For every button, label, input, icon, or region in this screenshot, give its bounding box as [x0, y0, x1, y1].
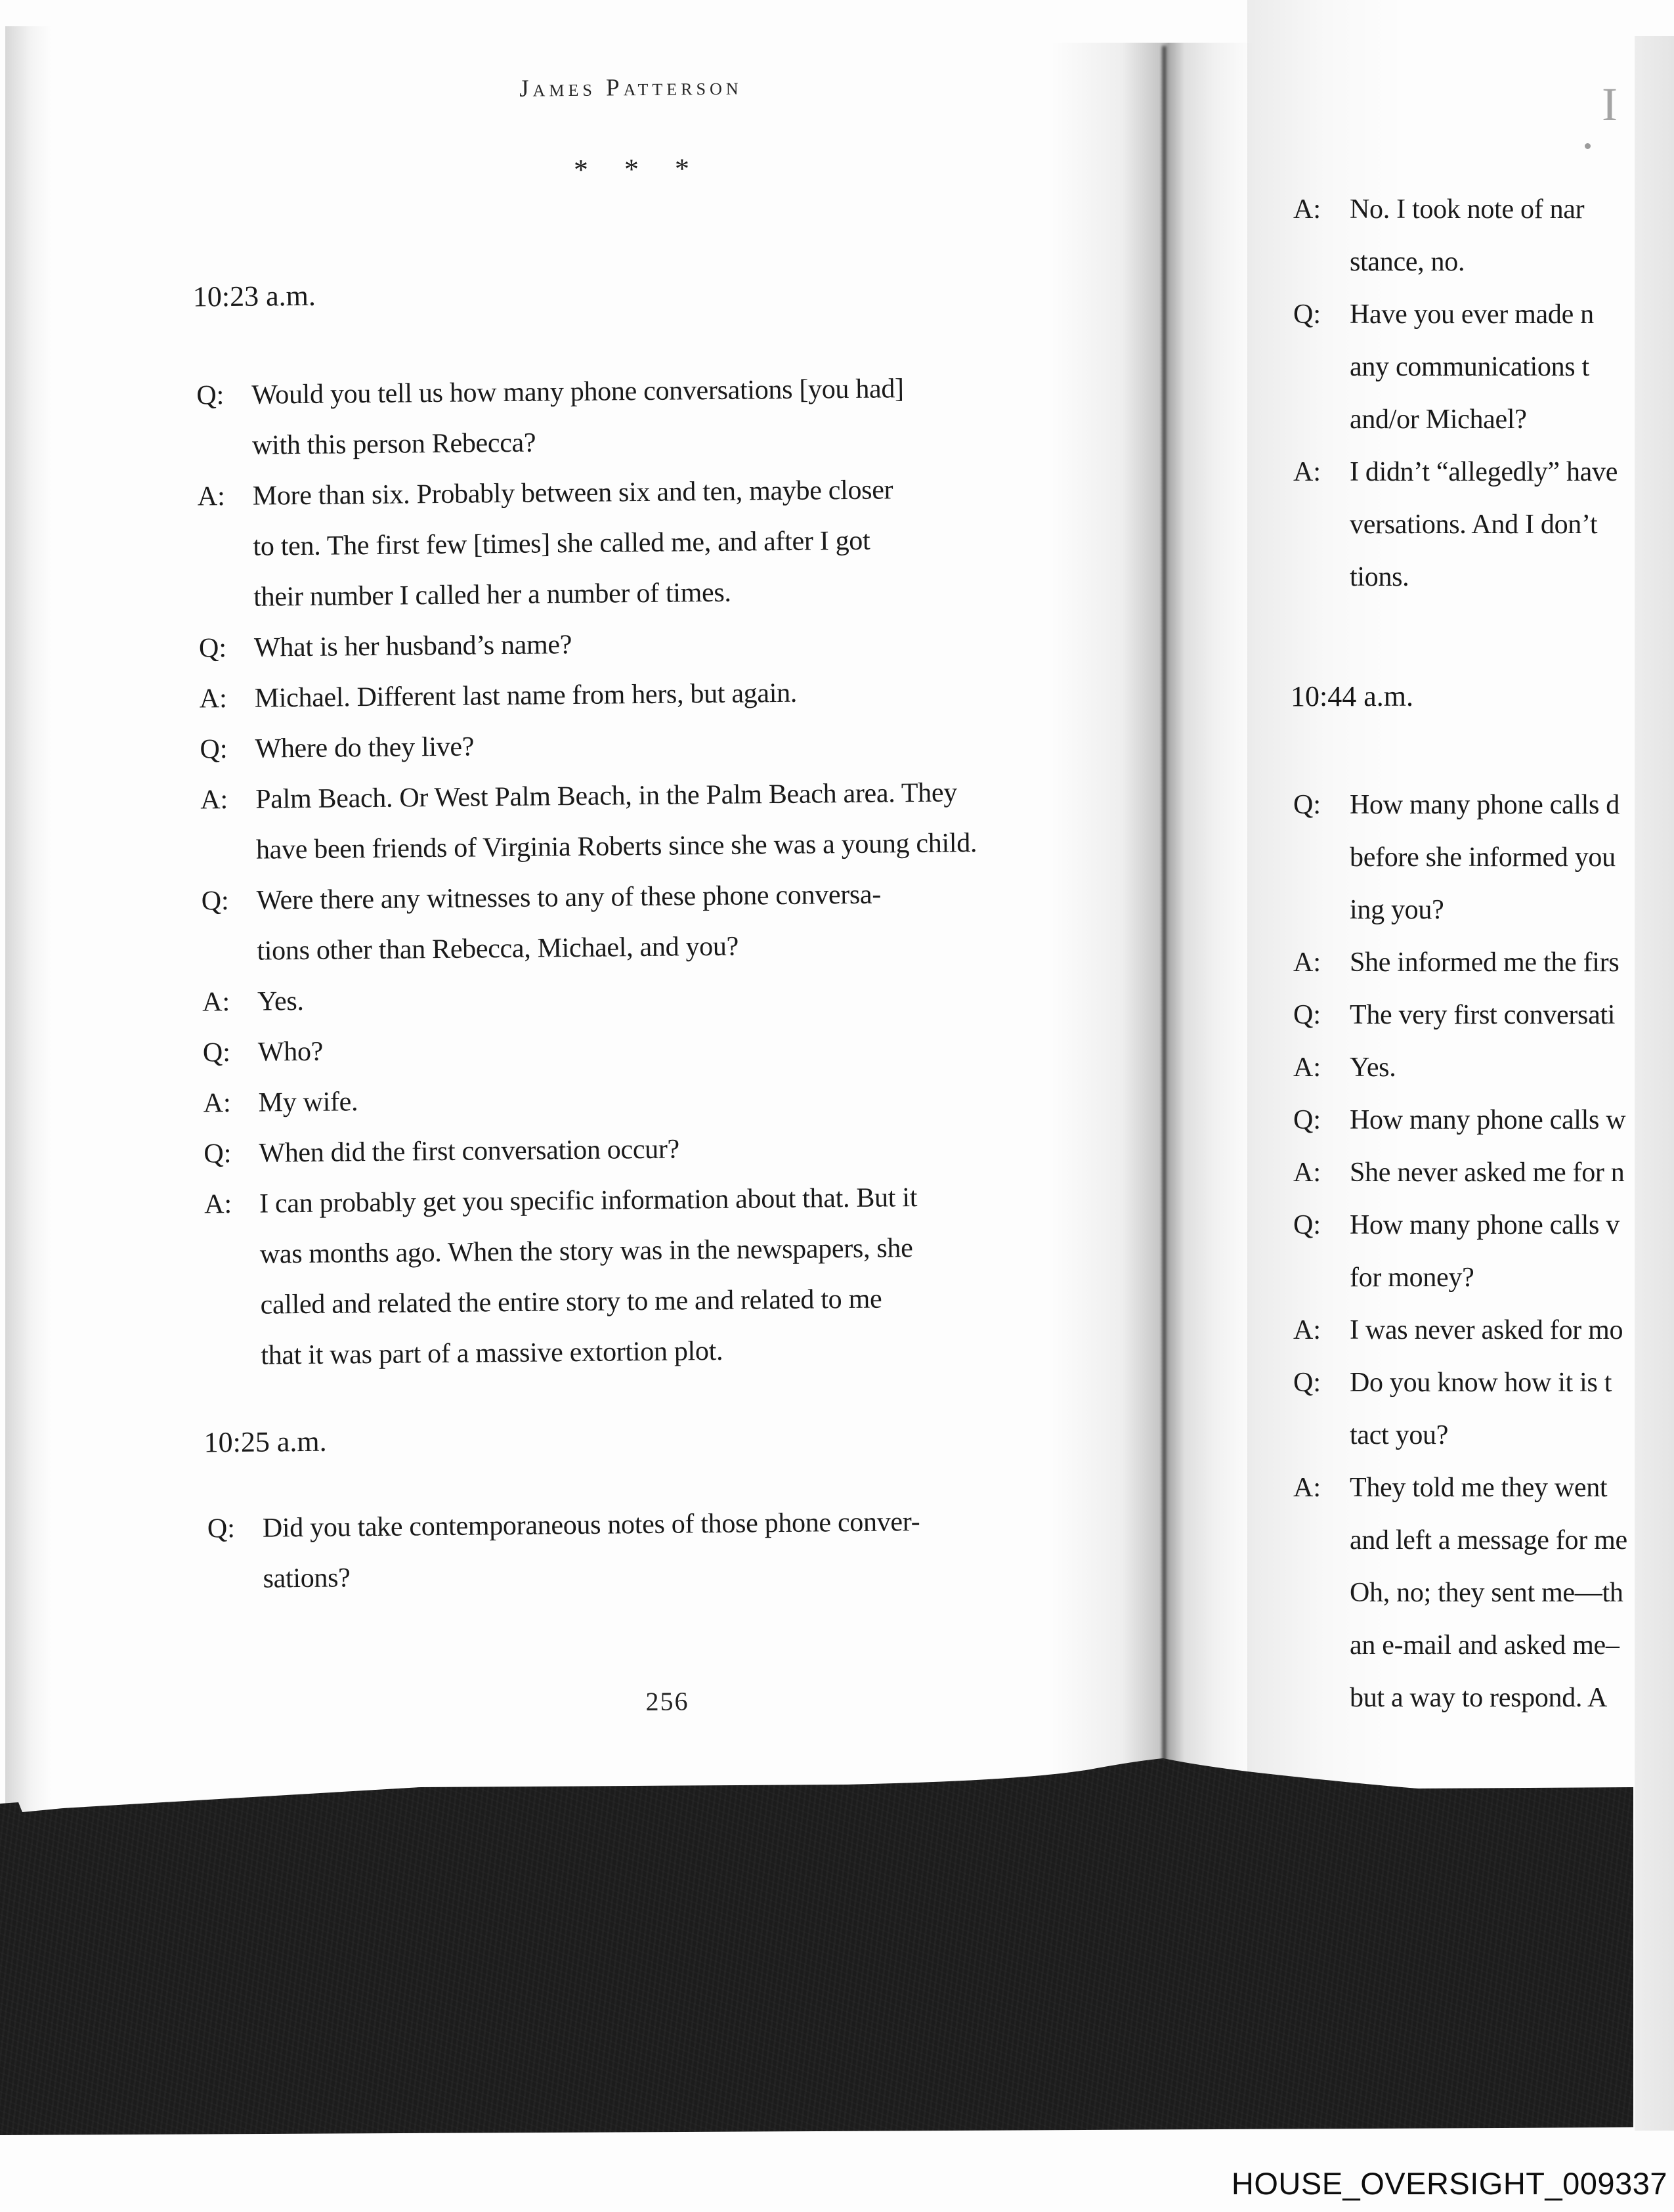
qa-line-text: any communications t [1350, 352, 1589, 382]
qa-row [202, 927, 1095, 986]
qa-line-text: When did the first conversation occur? [259, 1134, 680, 1169]
qa-line-text: How many phone calls w [1350, 1105, 1626, 1135]
qa-line-text: They told me they went [1350, 1473, 1608, 1503]
qa-line-text: I can probably get you specific information about that. But it [259, 1182, 918, 1219]
qa-row [204, 1180, 1098, 1239]
session-time: 10:44 a.m. [1291, 680, 1413, 712]
qa-speaker-label: Q: [204, 1139, 232, 1169]
qa-line-text: sations? [263, 1563, 351, 1594]
qa-speaker-label: A: [1293, 947, 1321, 978]
right-page [1247, 0, 1635, 1799]
qa-speaker-label: Q: [1293, 1210, 1321, 1240]
qa-row [1293, 1682, 1635, 1735]
qa-row [205, 1230, 1098, 1290]
qa-line-text: Oh, no; they sent me—th [1350, 1578, 1623, 1608]
qa-speaker-label: A: [197, 481, 226, 512]
qa-block [196, 371, 1099, 1391]
qa-line-text: tact you? [1350, 1420, 1449, 1450]
qa-line-text: Where do they live? [255, 731, 475, 764]
qa-row [1293, 789, 1635, 842]
qa-row [1293, 456, 1635, 509]
running-header: James Patterson [519, 73, 742, 102]
qa-speaker-label: Q: [207, 1513, 236, 1544]
qa-line-text: She informed me the firs [1350, 947, 1620, 978]
qa-row [1293, 1420, 1635, 1472]
qa-line-text: called and related the entire story to me and related to me [260, 1284, 882, 1320]
qa-row [198, 523, 1091, 582]
qa-line-text: tions. [1350, 562, 1409, 592]
qa-row [1293, 999, 1635, 1052]
qa-line-text: versations. And I don’t [1350, 510, 1598, 540]
qa-row [201, 826, 1094, 885]
qa-speaker-label: Q: [201, 886, 229, 917]
qa-line-text: Would you tell us how many phone conversations [you had] [251, 374, 904, 410]
qa-row [1293, 194, 1635, 246]
qa-speaker-label: A: [203, 1088, 231, 1119]
qa-speaker-label: A: [200, 785, 228, 815]
qa-line-text: that it was part of a massive extortion plot. [261, 1335, 723, 1371]
qa-row [1293, 1367, 1635, 1420]
qa-row [198, 573, 1092, 632]
qa-line-text: How many phone calls v [1350, 1210, 1620, 1240]
qa-speaker-label: Q: [196, 380, 225, 411]
qa-row [201, 877, 1094, 936]
qa-line-text: Have you ever made n [1350, 299, 1594, 330]
qa-speaker-label: A: [202, 987, 230, 1018]
qa-row [205, 1281, 1098, 1340]
qa-line-text: Yes. [1350, 1052, 1396, 1083]
ink-speck [1585, 143, 1591, 149]
qa-row [203, 1079, 1096, 1138]
qa-line-text: Do you know how it is t [1350, 1368, 1612, 1398]
qa-line-text: Yes. [257, 986, 304, 1017]
qa-speaker-label: Q: [198, 633, 227, 664]
qa-row [1293, 1472, 1635, 1525]
qa-line-text: before she informed you [1350, 842, 1616, 873]
qa-speaker-label: Q: [1293, 1368, 1321, 1398]
qa-row [197, 422, 1090, 481]
qa-row [1293, 1104, 1635, 1157]
qa-row [1293, 842, 1635, 894]
qa-line-text: with this person Rebecca? [251, 427, 536, 461]
qa-line-text: for money? [1350, 1263, 1474, 1293]
session-time: 10:25 a.m. [204, 1425, 327, 1459]
qa-line-text: I didn’t “allegedly” have [1350, 457, 1618, 487]
qa-row [1293, 351, 1635, 404]
qa-speaker-label: A: [1293, 1315, 1321, 1345]
qa-row [198, 472, 1091, 531]
qa-speaker-label: A: [1293, 1473, 1321, 1503]
qa-speaker-label: A: [1293, 1158, 1321, 1188]
qa-speaker-label [205, 1340, 261, 1341]
page-number: 256 [645, 1686, 689, 1717]
qa-line-text: Did you take contemporaneous notes of those phone conver- [262, 1506, 920, 1544]
qa-row [200, 775, 1094, 835]
qa-line-text: Were there any witnesses to any of these phone conversa- [256, 879, 882, 916]
qa-line-text: My wife. [258, 1087, 358, 1118]
qa-speaker-label: A: [1293, 1052, 1321, 1083]
qa-speaker-label: Q: [1293, 1105, 1321, 1135]
qa-row [200, 725, 1093, 784]
qa-row [1293, 894, 1635, 947]
qa-speaker-label: Q: [1293, 1000, 1321, 1030]
qa-row [1293, 299, 1635, 351]
qa-line-text: their number I called her a number of times. [253, 577, 731, 613]
qa-line-text: was months ago. When the story was in the newspapers, she [259, 1233, 913, 1270]
qa-row [196, 371, 1090, 430]
qa-block [207, 1504, 1101, 1614]
qa-row [1293, 1157, 1635, 1209]
qa-block [1293, 789, 1635, 1735]
qa-line-text: and left a message for me [1350, 1525, 1627, 1555]
qa-row [1293, 1209, 1635, 1262]
qa-line-text: have been friends of Virginia Roberts since she was a young child. [255, 828, 977, 865]
qa-line-text: I was never asked for mo [1350, 1315, 1623, 1345]
qa-speaker-label [197, 430, 252, 431]
qa-row [207, 1555, 1101, 1614]
qa-row [1293, 1630, 1635, 1682]
qa-line-text: and/or Michael? [1350, 404, 1527, 435]
qa-row [1293, 404, 1635, 456]
qa-row [207, 1504, 1101, 1563]
qa-row [1293, 1052, 1635, 1104]
qa-line-text: but a way to respond. A [1350, 1683, 1608, 1713]
qa-line-text: Who? [257, 1036, 324, 1068]
qa-speaker-label [205, 1239, 260, 1240]
qa-row [1293, 561, 1635, 614]
qa-line-text: More than six. Probably between six and ten, maybe closer [252, 475, 893, 511]
header-fragment: I [1602, 78, 1618, 131]
qa-line-text: She never asked me for n [1350, 1158, 1625, 1188]
qa-row [205, 1332, 1099, 1391]
section-separator: * * * [573, 152, 690, 186]
qa-line-text: Michael. Different last name from hers, but again. [254, 678, 798, 714]
qa-line-text: What is her husband’s name? [253, 630, 572, 663]
qa-block [1293, 194, 1635, 614]
qa-line-text: How many phone calls d [1350, 790, 1620, 820]
qa-speaker-label: A: [1293, 194, 1321, 225]
qa-speaker-label: Q: [200, 734, 228, 765]
qa-row [1293, 509, 1635, 561]
qa-row [200, 674, 1093, 733]
qa-row [202, 978, 1096, 1037]
qa-row [1293, 1314, 1635, 1367]
qa-line-text: No. I took note of nar [1350, 194, 1585, 225]
qa-line-text: an e-mail and asked me– [1350, 1630, 1620, 1660]
qa-line-text: The very first conversati [1350, 1000, 1616, 1030]
qa-row [1293, 1577, 1635, 1630]
session-time: 10:23 a.m. [192, 279, 316, 313]
qa-line-text: Palm Beach. Or West Palm Beach, in the Palm Beach area. They [255, 777, 958, 815]
qa-row [203, 1028, 1096, 1087]
qa-row [1293, 1525, 1635, 1577]
qa-speaker-label [198, 531, 253, 532]
qa-line-text: to ten. The first few [times] she called me, and after I got [253, 525, 870, 562]
qa-speaker-label: Q: [202, 1037, 231, 1068]
qa-speaker-label: A: [1293, 457, 1321, 487]
qa-row [1293, 947, 1635, 999]
qa-speaker-label: A: [199, 683, 227, 714]
qa-line-text: stance, no. [1350, 247, 1465, 277]
qa-row [1293, 246, 1635, 299]
qa-row [1293, 1262, 1635, 1314]
qa-speaker-label: Q: [1293, 299, 1321, 330]
qa-speaker-label: Q: [1293, 790, 1321, 820]
qa-speaker-label [207, 1563, 263, 1564]
qa-row [204, 1129, 1097, 1188]
bates-number: HOUSE_OVERSIGHT_009337 [1231, 2166, 1667, 2201]
qa-row [199, 624, 1092, 683]
qa-line-text: ing you? [1350, 895, 1444, 925]
qa-line-text: tions other than Rebecca, Michael, and you? [257, 931, 739, 966]
qa-speaker-label: A: [204, 1189, 232, 1220]
